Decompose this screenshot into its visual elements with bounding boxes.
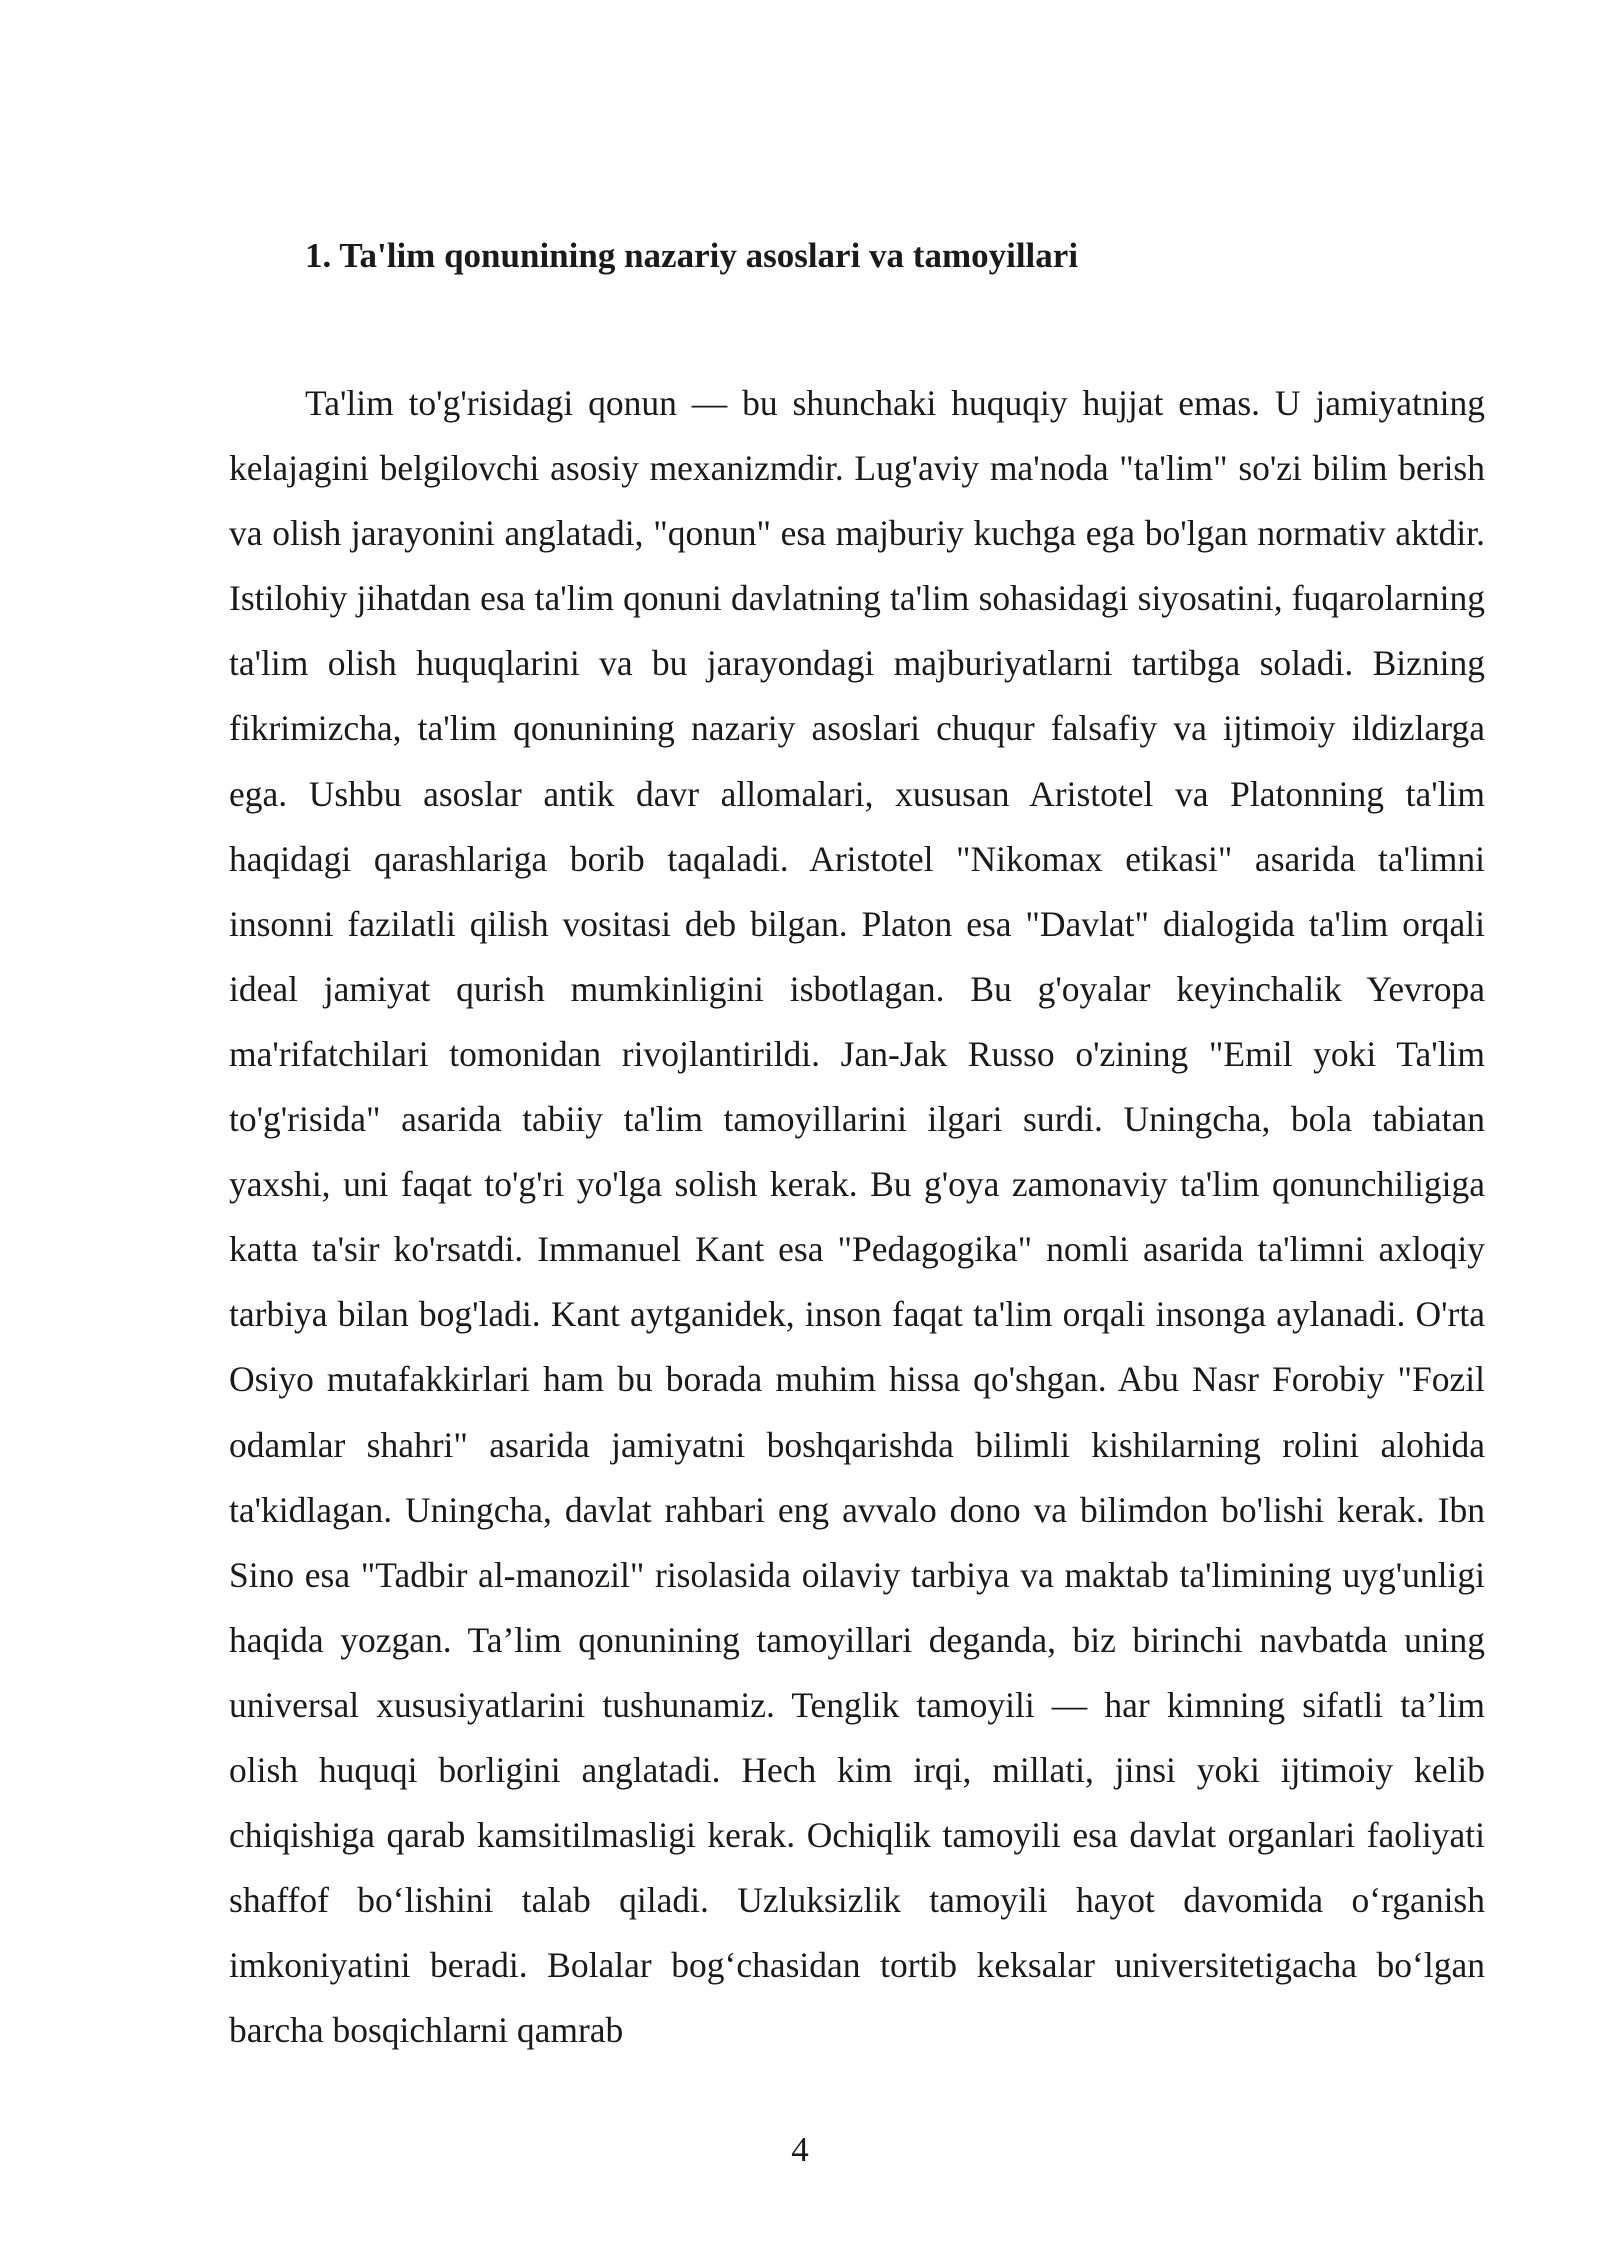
section-heading: 1. Ta'lim qonunining nazariy asoslari va tamoyillari [305,236,1079,275]
body-paragraph: Ta'lim to'g'risidagi qonun — bu shunchaki huquqiy hujjat emas. U jamiyatning kelajagini belgilovchi asosiy mexanizmdir. Lug'aviy ma'noda "ta'lim" so'zi bilim berish va olish jarayonini anglatadi, "qonun" esa majburiy kuchga ega bo'lgan normativ aktdir. Istilohiy jihatdan esa ta'lim qonuni davlatning ta'lim sohasidagi siyosatini, fuqarolarning ta'lim olish huquqlarini va bu jarayondagi majburiyatlarni tartibga soladi. Bizning fikrimizcha, ta'lim qonunining nazariy asoslari chuqur falsafiy va ijtimoiy ildizlarga ega. Ushbu asoslar antik davr allomalari, xususan Aristotel va Platonning ta'lim haqidagi qarashlariga borib taqaladi. Aristotel "Nikomax etikasi" asarida ta'limni insonni fazilatli qilish vositasi deb bilgan. Platon esa "Davlat" dialogida ta'lim orqali ideal jamiyat qurish mumkinligini isbotlagan. Bu g'oyalar keyinchalik Yevropa ma'rifatchilari tomonidan rivojlantirildi. Jan-Jak Russo o'zining "Emil yoki Ta'lim to'g'risida" asarida tabiiy ta'lim tamoyillarini ilgari surdi. Uningcha, bola tabiatan yaxshi, uni faqat to'g'ri yo'lga solish kerak. Bu g'oya zamonaviy ta'lim qonunchiligiga katta ta'sir ko'rsatdi. Immanuel Kant esa "Pedagogika" nomli asarida ta'limni axloqiy tarbiya bilan bog'ladi. Kant aytganidek, inson faqat ta'lim orqali insonga aylanadi. O'rta Osiyo mutafakkirlari ham bu borada muhim hissa qo'shgan. Abu Nasr Forobiy "Fozil odamlar shahri" asarida jamiyatni boshqarishda bilimli kishilarning rolini alohida ta'kidlagan. Uningcha, davlat rahbari eng avvalo dono va bilimdon bo'lishi kerak. Ibn Sino esa "Tadbir al-manozil" risolasida oilaviy tarbiya va maktab ta'limining uyg'unligi haqida yozgan. Ta’lim qonunining tamoyillari deganda, biz birinchi navbatda uning universal xususiyatlarini tushunamiz. Tenglik tamoyili — har kimning sifatli ta’lim olish huquqi borligini anglatadi. Hech kim irqi, millati, jinsi yoki ijtimoiy kelib chiqishiga qarab kamsitilmasligi kerak. Ochiqlik tamoyili esa davlat organlari faoliyati shaffof boʻlishini talab qiladi. Uzluksizlik tamoyili hayot davomida oʻrganish imkoniyatini beradi. Bolalar bogʻchasidan tortib keksalar universitetigacha boʻlgan barcha bosqichlarni qamrab [229,383,1485,2051]
page-number: 4 [791,2130,809,2169]
